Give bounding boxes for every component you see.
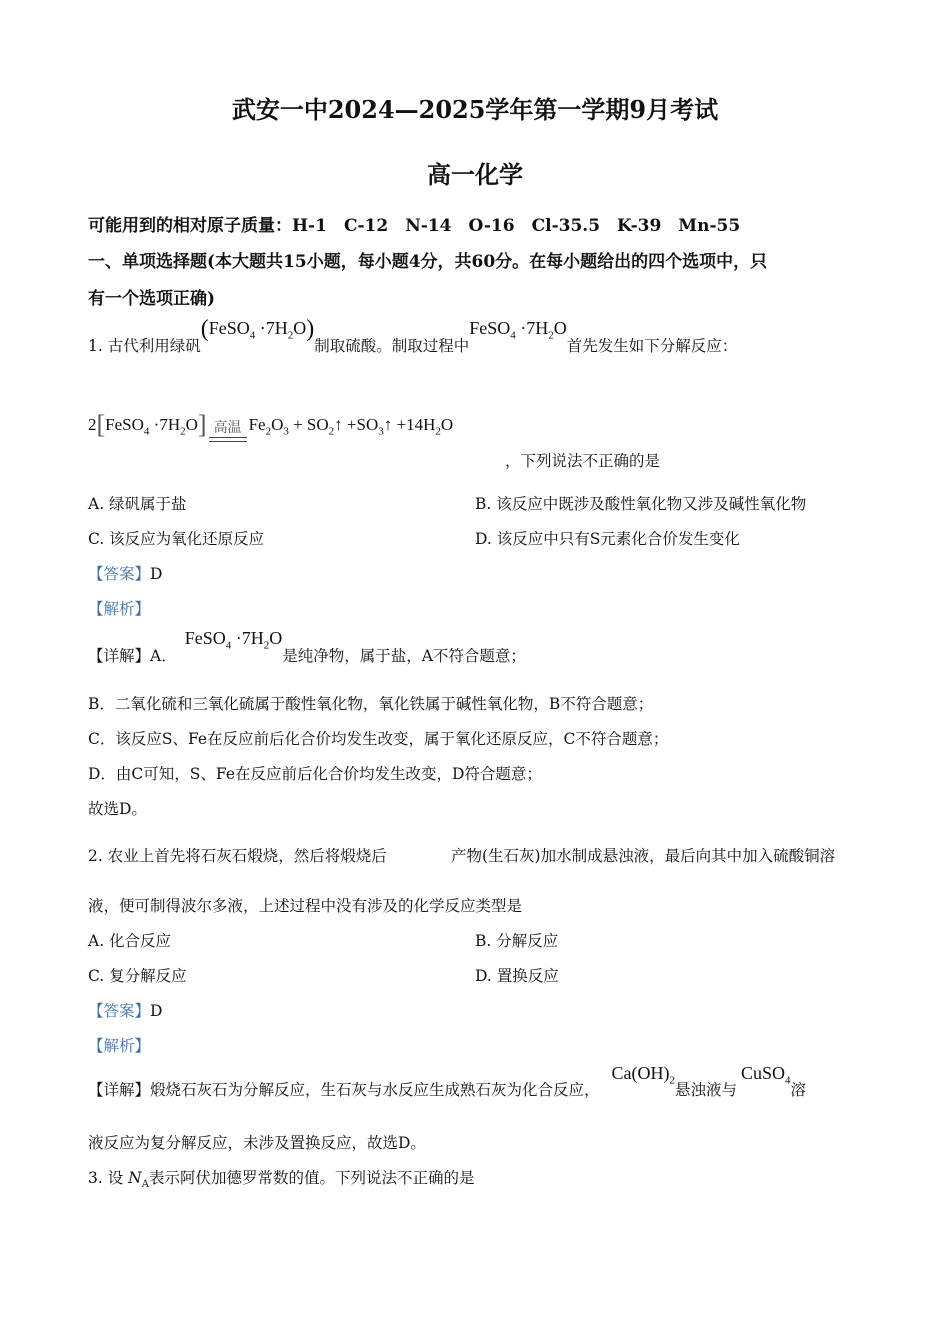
q2-stem-b: 产物(生石灰)加水制成悬浊液，最后向其中加入硫酸铜溶 (451, 847, 836, 865)
formula-caoh2: $Ca(OH)_2$ (611, 1063, 676, 1087)
formula-green-vitriol: (FeSO$_4$ $\cdot 7H_2O$) (200, 316, 315, 343)
section-heading-line1: 一、单项选择题(本大题共15小题，每小题4分，共60分。在每小题给出的四个选项中，只 (88, 252, 768, 272)
q2-answer (88, 1001, 162, 1021)
q1-analysis-tag: 【解析】 (88, 600, 151, 618)
exam-title: 武安一中2024—2025学年第一学期9月考试 (231, 95, 719, 124)
q1-detail-a (88, 630, 526, 668)
answer-tag: 【答案】 (88, 1002, 151, 1020)
q1-option-b: B. 该反应中既涉及酸性氧化物又涉及碱性氧化物 (475, 495, 807, 513)
formula-cuso4: CuSO$_4$ (741, 1063, 791, 1087)
q3-stem-a: 3. 设 (88, 1169, 124, 1187)
answer-tag: 【答案】 (88, 565, 151, 583)
detail-a-text: 是纯净物，属于盐，A不符合题意； (282, 647, 526, 665)
q1-answer (88, 564, 162, 584)
q1-equation: 2[FeSO$_4$ $\cdot 7H_2O$] 高温 $Fe_2O_3$ + $SO_2↑$ $+SO_3↑ +14H_2O$ (88, 410, 453, 442)
detail-tag: 【详解】 (88, 1081, 151, 1099)
q2-detail-line2: 液反应为复分解反应，未涉及置换反应，故选D。 (88, 1134, 426, 1152)
q2-stem-line2: 液，便可制得波尔多液，上述过程中没有涉及的化学反应类型是 (88, 897, 523, 915)
q2-detail-a: 煅烧石灰石为分解反应，生石灰与水反应生成熟石灰为化合反应， (150, 1081, 600, 1099)
q1-detail-b: B．二氧化硫和三氧化硫属于酸性氧化物，氧化铁属于碱性氧化物，B不符合题意； (88, 695, 654, 713)
avogadro-symbol: $N_A$ (128, 1169, 149, 1191)
exam-subtitle: 高一化学 (427, 160, 523, 189)
q1-detail-c: C．该反应S、Fe在反应前后化合价均发生改变，属于氧化还原反应，C不符合题意； (88, 730, 669, 748)
q2-detail-c: 溶 (790, 1081, 807, 1099)
q1-stem-a: 1. 古代利用绿矾 (88, 337, 201, 355)
q2-stem-a: 2. 农业上首先将石灰石煅烧，然后将煅烧后 (88, 847, 387, 865)
q3-stem-b: 表示阿伏加德罗常数的值。下列说法不正确的是 (148, 1169, 475, 1187)
atomic-masses: 可能用到的相对原子质量：H-1 C-12 N-14 O-16 Cl-35.5 K-39 Mn-55 (88, 216, 741, 236)
q2-option-c: C. 复分解反应 (88, 967, 187, 985)
q1-conclusion: 故选D。 (88, 800, 147, 818)
q2-option-b: B. 分解反应 (475, 932, 559, 950)
formula-feso4-7h2o-detail: FeSO$_4$ $\cdot 7H_2O$ (184, 628, 283, 652)
q3-stem (88, 1168, 474, 1195)
q2-option-a: A. 化合反应 (88, 932, 172, 950)
detail-a-prefix: A． (150, 647, 177, 665)
q2-option-d: D. 置换反应 (475, 967, 559, 985)
q2-detail (88, 1063, 807, 1102)
answer-value: D (150, 1002, 163, 1020)
q1-option-d: D. 该反应中只有S元素化合价发生变化 (475, 530, 740, 548)
q1-stem-b: 制取硫酸。制取过程中 (314, 337, 470, 355)
q1-detail-d: D．由C可知，S、Fe在反应前后化合价均发生改变，D符合题意； (88, 765, 542, 783)
q2-detail-b: 悬浊液与 (675, 1081, 738, 1099)
reaction-condition: 高温 (209, 422, 247, 442)
formula-feso4-7h2o: FeSO$_4$ $\cdot 7H_2O$ (469, 318, 567, 342)
answer-value: D (150, 565, 163, 583)
q1-option-a: A. 绿矾属于盐 (88, 495, 187, 513)
q1-option-c: C. 该反应为氧化还原反应 (88, 530, 265, 548)
q1-tail: ，下列说法不正确的是 (505, 452, 661, 470)
q1-stem-c: 首先发生如下分解反应： (566, 337, 738, 355)
q1-stem (88, 316, 738, 360)
detail-tag: 【详解】 (88, 647, 151, 665)
q2-analysis-tag: 【解析】 (88, 1037, 151, 1055)
section-heading-line2: 有一个选项正确) (88, 289, 216, 309)
